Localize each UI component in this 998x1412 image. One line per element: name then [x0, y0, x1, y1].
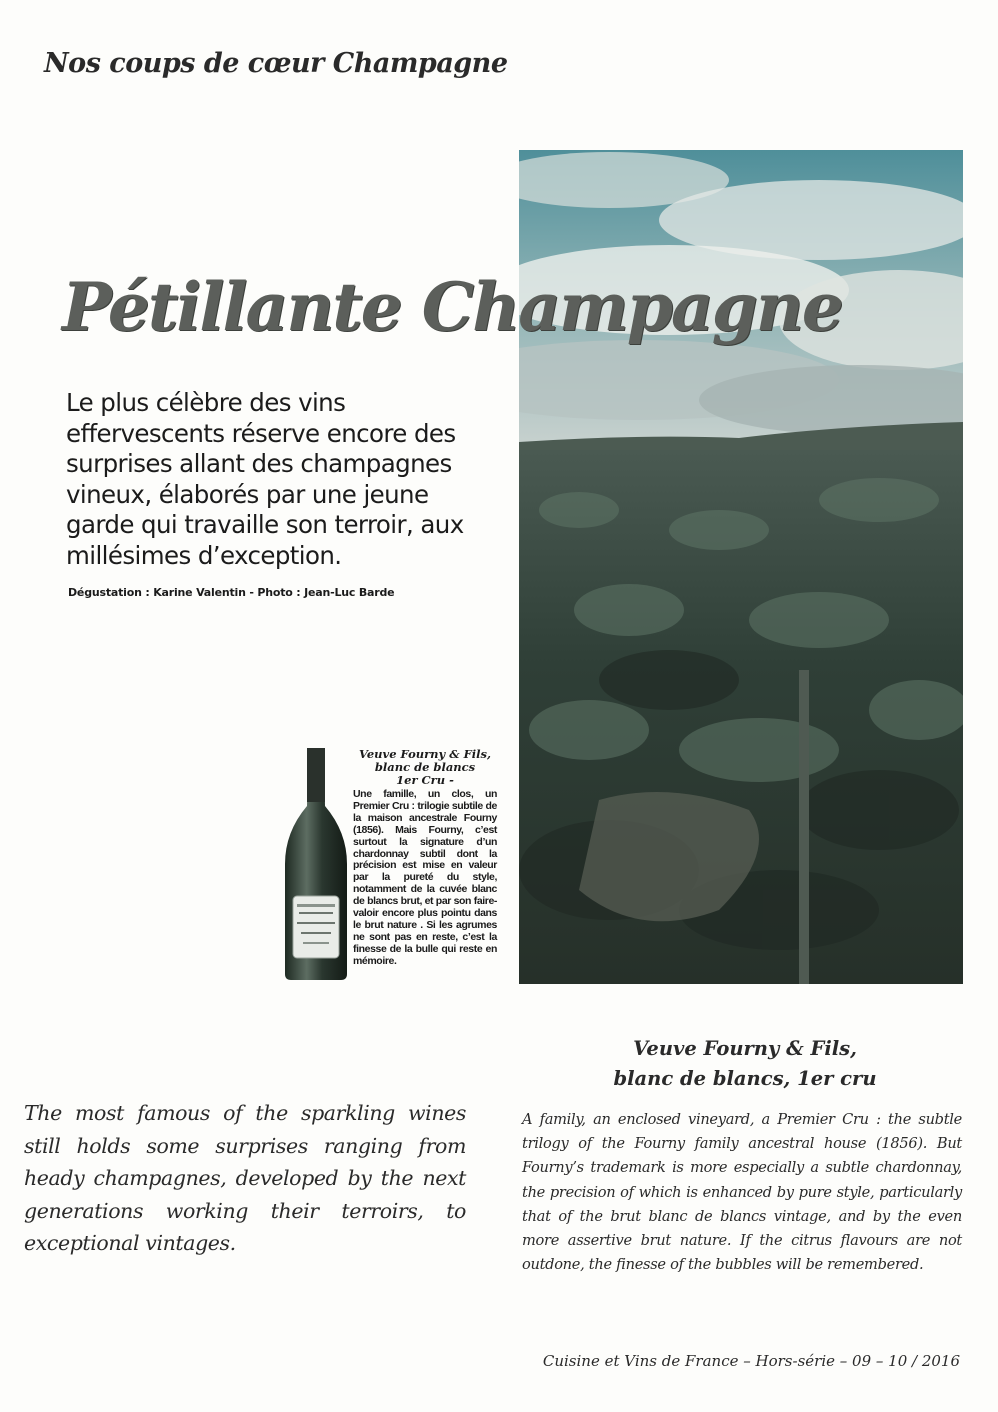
wine-description-fr: Une famille, un clos, un Premier Cru : trilogie subtile de la maison ancestrale Fourny (1856). Mais Fourny, c’est surtout la signature d’un chardonnay subtil dont la précision est mise en valeur par la pureté du style, notamment de la cuvée blanc de blancs brut, et par son faire-valoir encore plus pointu dans le brut nature . Si les agrumes ne sont pas en reste, c’est la finesse de la bulle qui reste en mémoire. — [353, 788, 497, 967]
article-title: Pétillante Champagne — [62, 268, 842, 346]
lead-paragraph-fr: Le plus célèbre des vins effervescents réserve encore des surprises allant des champagnes vineux, élaborés par une jeune garde qui travaille son terroir, aux millésimes d’exception. — [66, 388, 464, 570]
wine-name-fr-line3: 1er Cru - — [396, 773, 454, 787]
wine-name-fr-line1: Veuve Fourny & Fils, — [359, 747, 491, 761]
wine-name-fr — [355, 748, 495, 787]
wine-description-en: A family, an enclosed vineyard, a Premier Cru : the subtle trilogy of the Fourny family ancestral house (1856). But Fourny’s trademark is more especially a subtle chardonnay, the precision of which is enhanced by pure style, particularly that of the brut blanc de blancs vintage, and by the even more assertive brut nature. If the citrus flavours are not outdone, the finesse of the bubbles will be remembered. — [522, 1111, 962, 1274]
section-label: Nos coups de cœur Champagne — [44, 48, 508, 79]
source-citation: Cuisine et Vins de France – Hors-série – 09 – 10 / 2016 — [542, 1352, 960, 1370]
wine-title-en — [560, 1034, 930, 1094]
champagne-bottle — [283, 746, 349, 982]
lead-paragraph-en: The most famous of the sparkling wines still holds some surprises ranging from heady champagnes, developed by the next generations working their terroirs, to exceptional vintages. — [24, 1101, 466, 1255]
wine-name-fr-line2: blanc de blancs — [374, 760, 476, 774]
credits-line: Dégustation : Karine Valentin - Photo : Jean-Luc Barde — [68, 586, 395, 599]
wine-title-en-line2: blanc de blancs, 1er cru — [613, 1067, 877, 1090]
wine-title-en-line1: Veuve Fourny & Fils, — [633, 1037, 857, 1060]
